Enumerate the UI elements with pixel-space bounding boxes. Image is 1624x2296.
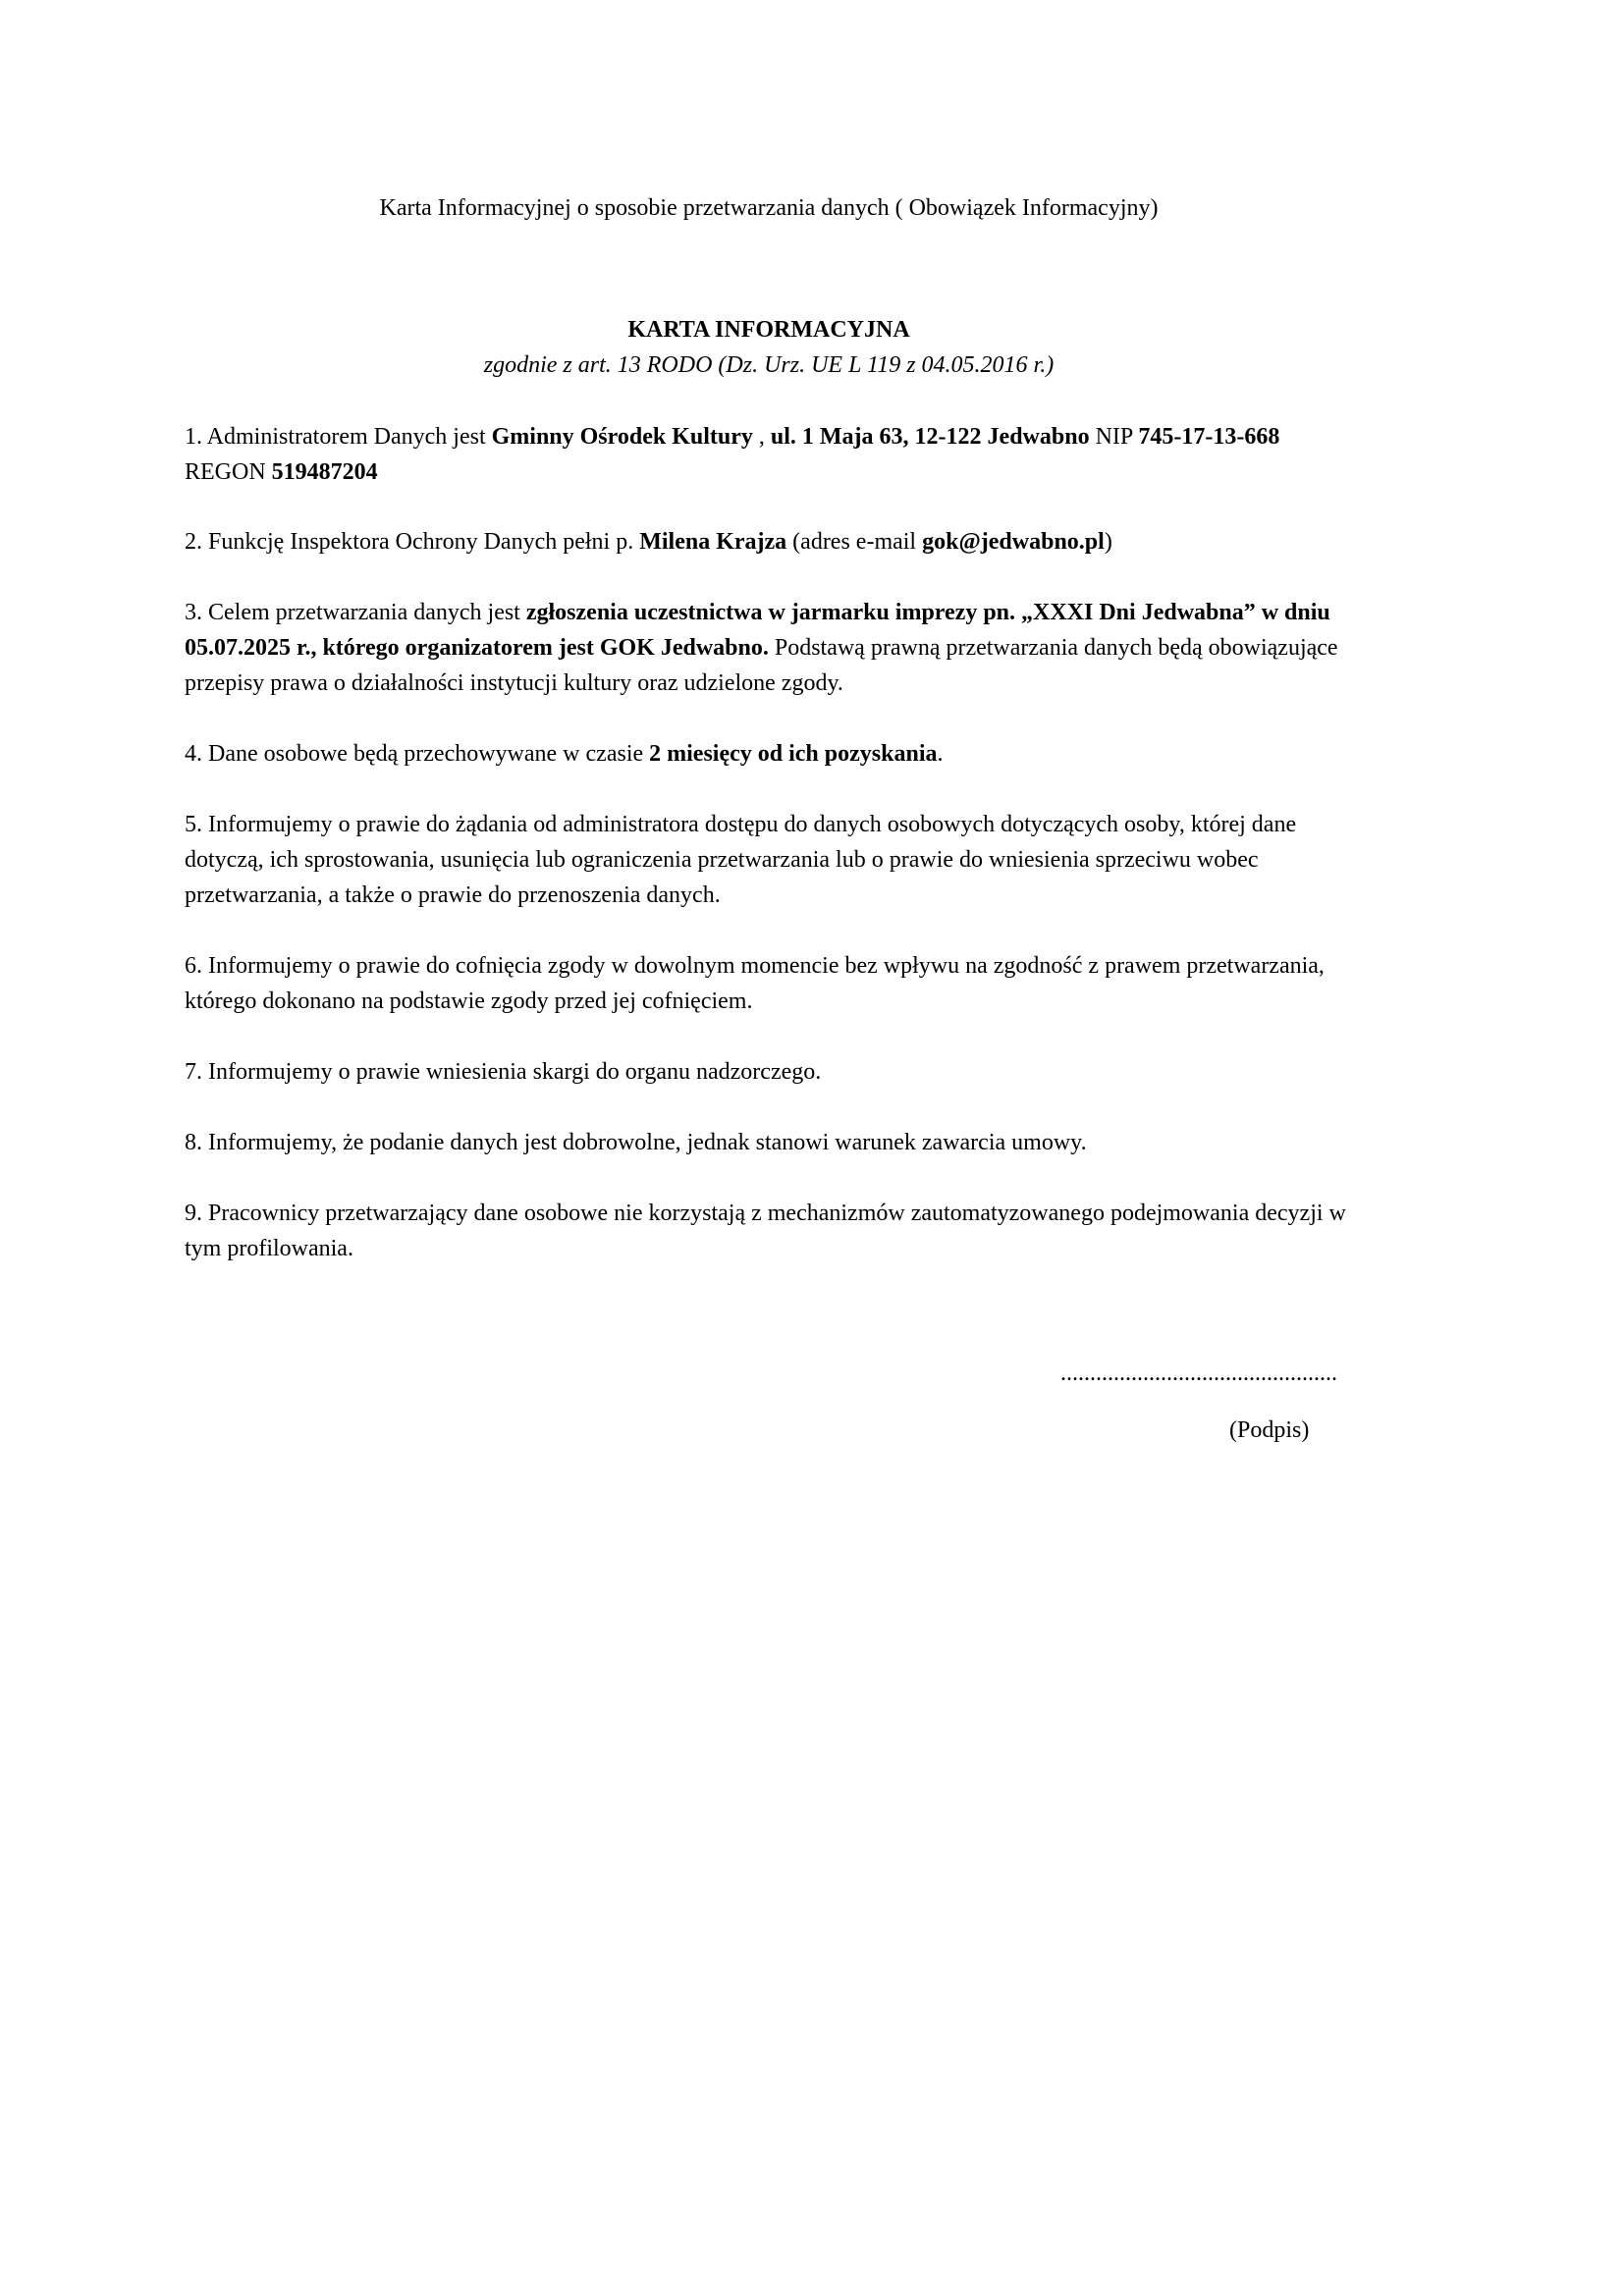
clause-6 — [185, 948, 1355, 1019]
clause-7 — [185, 1054, 1355, 1090]
clause-text: Dane osobowe będą przechowywane w czasie — [202, 741, 650, 767]
clause-1 — [185, 419, 1355, 490]
clause-number: 3. — [185, 600, 202, 625]
clause-number: 6. — [185, 953, 202, 979]
clause-3 — [185, 595, 1355, 701]
clause-number: 8. — [185, 1130, 202, 1155]
clause-text-bold: 745-17-13-668 — [1138, 424, 1280, 450]
clause-text: Podstawą prawną przetwarzania danych będą obowiązujące przepisy prawa o działalności instytucji kultury oraz udzielone zgody. — [185, 635, 1338, 696]
clause-text: Pracownicy przetwarzający dane osobowe nie korzystają z mechanizmów zautomatyzowanego podejmowania decyzji w tym profilowania. — [185, 1201, 1346, 1261]
clause-text-bold: Milena Krajza — [639, 529, 787, 555]
clause-text: NIP — [1089, 424, 1139, 450]
clause-text: , — [752, 424, 771, 450]
clause-text-bold: ul. 1 Maja 63, 12-122 Jedwabno — [770, 424, 1090, 450]
clause-text: REGON — [185, 459, 272, 485]
clause-8 — [185, 1125, 1355, 1160]
clause-number: 2. — [185, 529, 202, 555]
clause-text: Informujemy o prawie wniesienia skargi do organu nadzorczego. — [202, 1059, 822, 1085]
signature-line: ............................................... — [1060, 1361, 1337, 1386]
clause-number: 1. — [185, 424, 202, 450]
clause-number: 4. — [185, 741, 202, 767]
clause-4 — [185, 736, 1355, 772]
document-top-title: Karta Informacyjnej o sposobie przetwarzania danych ( Obowiązek Informacyjny) — [379, 195, 1159, 221]
clause-text: . — [937, 741, 944, 767]
clause-text: Informujemy o prawie do cofnięcia zgody w dowolnym momencie bez wpływu na zgodność z prawem przetwarzania, którego dokonano na podstawie zgody przed jej cofnięciem. — [185, 953, 1325, 1014]
document-heading: KARTA INFORMACYJNA — [627, 317, 910, 343]
clause-text-bold: 2 miesięcy od ich pozyskania — [649, 741, 938, 767]
clause-text-bold: zgłoszenia uczestnictwa w jarmarku imprezy pn. „XXXI Dni Jedwabna” w dniu 05.07.2025 r., którego organizatorem jest GOK Jedwabno. — [185, 600, 1330, 661]
clause-text-bold: 519487204 — [271, 459, 378, 485]
clause-text: Celem przetwarzania danych jest — [202, 600, 526, 625]
clause-number: 5. — [185, 812, 202, 837]
signature-label: (Podpis) — [1229, 1417, 1310, 1443]
clause-text: ) — [1104, 529, 1112, 555]
clause-text: Informujemy o prawie do żądania od administratora dostępu do danych osobowych dotyczących osoby, której dane dotyczą, ich sprostowania, usunięcia lub ograniczenia przetwarzania lub o prawie do wniesienia sprzeciwu wobec przetwarzania, a także o prawie do przenoszenia danych. — [185, 812, 1297, 908]
clause-text: Funkcję Inspektora Ochrony Danych pełni p. — [202, 529, 640, 555]
clause-number: 7. — [185, 1059, 202, 1085]
clause-text: Informujemy, że podanie danych jest dobrowolne, jednak stanowi warunek zawarcia umowy. — [202, 1130, 1087, 1155]
document-subheading: zgodnie z art. 13 RODO (Dz. Urz. UE L 119 z 04.05.2016 r.) — [483, 352, 1055, 378]
clause-text: (adres e-mail — [786, 529, 923, 555]
clause-9 — [185, 1196, 1355, 1266]
clause-text-bold: Gminny Ośrodek Kultury — [491, 424, 753, 450]
clause-number: 9. — [185, 1201, 202, 1226]
clause-text-bold: gok@jedwabno.pl — [922, 529, 1105, 555]
clause-2 — [185, 524, 1355, 560]
clause-5 — [185, 807, 1355, 913]
clause-text: Administratorem Danych jest — [202, 424, 492, 450]
